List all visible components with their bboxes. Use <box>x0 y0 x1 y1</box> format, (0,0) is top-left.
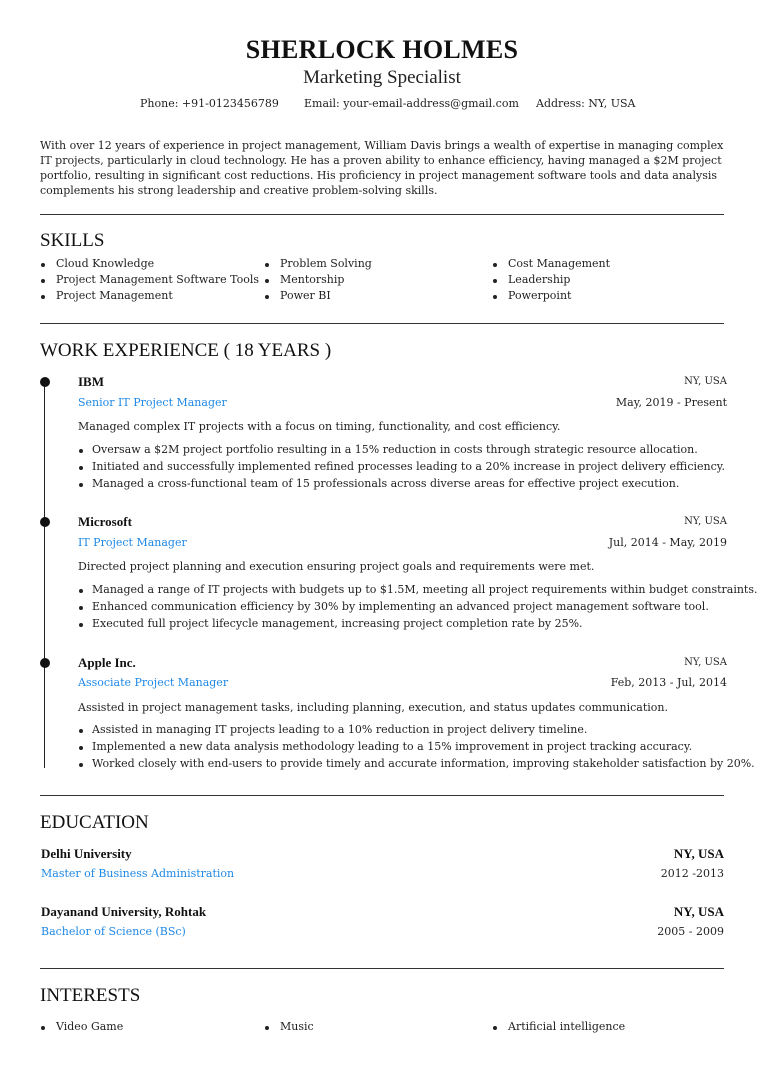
education-degree: Bachelor of Science (BSc) <box>41 925 186 938</box>
job-dates: May, 2019 - Present <box>615 396 727 409</box>
job-bullet: Implemented a new data analysis methodology leading to a 15% improvement in project tracking accuracy. <box>78 740 692 753</box>
skill-item: Cloud Knowledge <box>40 257 154 270</box>
timeline-dot <box>40 658 50 668</box>
job-bullet: Worked closely with end-users to provide timely and accurate information, improving stakeholder satisfaction by 20%. <box>78 757 755 770</box>
job-description: Directed project planning and execution ensuring project goals and requirements were met. <box>78 560 595 573</box>
job-location: NY, USA <box>684 657 727 668</box>
skill-item: Cost Management <box>492 257 610 270</box>
interest-item: Artificial intelligence <box>492 1020 625 1033</box>
contact-phone: Phone: +91-0123456789 <box>140 97 279 110</box>
job-company: Microsoft <box>78 514 132 529</box>
skills-title: SKILLS <box>40 230 105 251</box>
skill-item: Leadership <box>492 273 570 286</box>
job-bullet: Assisted in managing IT projects leading to a 10% reduction in project delivery timeline. <box>78 723 587 736</box>
skill-item: Mentorship <box>264 273 344 286</box>
divider <box>40 795 724 796</box>
job-description: Assisted in project management tasks, including planning, execution, and status updates communication. <box>78 701 668 714</box>
job-bullet: Enhanced communication efficiency by 30% by implementing an advanced project management software tool. <box>78 600 709 613</box>
experience-title: WORK EXPERIENCE ( 18 YEARS ) <box>40 340 332 361</box>
job-location: NY, USA <box>684 376 727 387</box>
job-bullet: Managed a cross-functional team of 15 professionals across diverse areas for effective project execution. <box>78 477 679 490</box>
job-company: Apple Inc. <box>78 655 136 670</box>
summary: With over 12 years of experience in project management, William Davis brings a wealth of expertise in managing complex IT projects, particularly in cloud technology. He has a proven ability to enhance efficiency, having managed a $2M project portfolio, resulting in significant cost reductions. His proficiency in project management software tools and data analysis complements his strong leadership and creative problem-solving skills. <box>40 139 724 197</box>
job-bullet: Initiated and successfully implemented refined processes leading to a 20% increase in project delivery efficiency. <box>78 460 725 473</box>
skill-item: Problem Solving <box>264 257 372 270</box>
education-school: Dayanand University, Rohtak <box>41 904 207 919</box>
education-dates: 2005 - 2009 <box>657 925 724 938</box>
contact-email: Email: your-email-address@gmail.com <box>304 97 519 110</box>
job-dates: Jul, 2014 - May, 2019 <box>608 536 727 549</box>
education-degree: Master of Business Administration <box>41 867 235 880</box>
timeline-dot <box>40 377 50 387</box>
divider <box>40 323 724 324</box>
contact-address: Address: NY, USA <box>536 97 636 110</box>
skill-item: Project Management <box>40 289 173 302</box>
job-company: IBM <box>78 374 104 389</box>
skill-item: Powerpoint <box>492 289 571 302</box>
timeline-dot <box>40 517 50 527</box>
job-bullet: Executed full project lifecycle management, increasing project completion rate by 25%. <box>78 617 583 630</box>
job-description: Managed complex IT projects with a focus on timing, functionality, and cost efficiency. <box>78 420 561 433</box>
divider <box>40 968 724 969</box>
education-location: NY, USA <box>673 904 724 919</box>
candidate-name: SHERLOCK HOLMES <box>245 35 519 64</box>
job-bullet: Oversaw a $2M project portfolio resulting in a 15% reduction in costs through strategic resource allocation. <box>78 443 698 456</box>
job-dates: Feb, 2013 - Jul, 2014 <box>610 676 727 689</box>
skill-item: Project Management Software Tools <box>40 273 259 286</box>
skill-item: Power BI <box>264 289 331 302</box>
education-location: NY, USA <box>673 846 724 861</box>
job-title: Senior IT Project Manager <box>78 396 227 409</box>
education-title: EDUCATION <box>40 812 149 833</box>
interest-item: Video Game <box>40 1020 123 1033</box>
job-bullet: Managed a range of IT projects with budgets up to $1.5M, meeting all project requirements within budget constraints. <box>78 583 758 596</box>
timeline-line <box>44 383 45 768</box>
interests-title: INTERESTS <box>40 985 141 1006</box>
interest-item: Music <box>264 1020 314 1033</box>
job-title: Associate Project Manager <box>78 676 229 689</box>
education-dates: 2012 -2013 <box>660 867 724 880</box>
job-title: IT Project Manager <box>78 536 187 549</box>
job-location: NY, USA <box>684 516 727 527</box>
divider <box>40 214 724 215</box>
education-school: Delhi University <box>41 846 132 861</box>
candidate-role: Marketing Specialist <box>303 67 461 88</box>
